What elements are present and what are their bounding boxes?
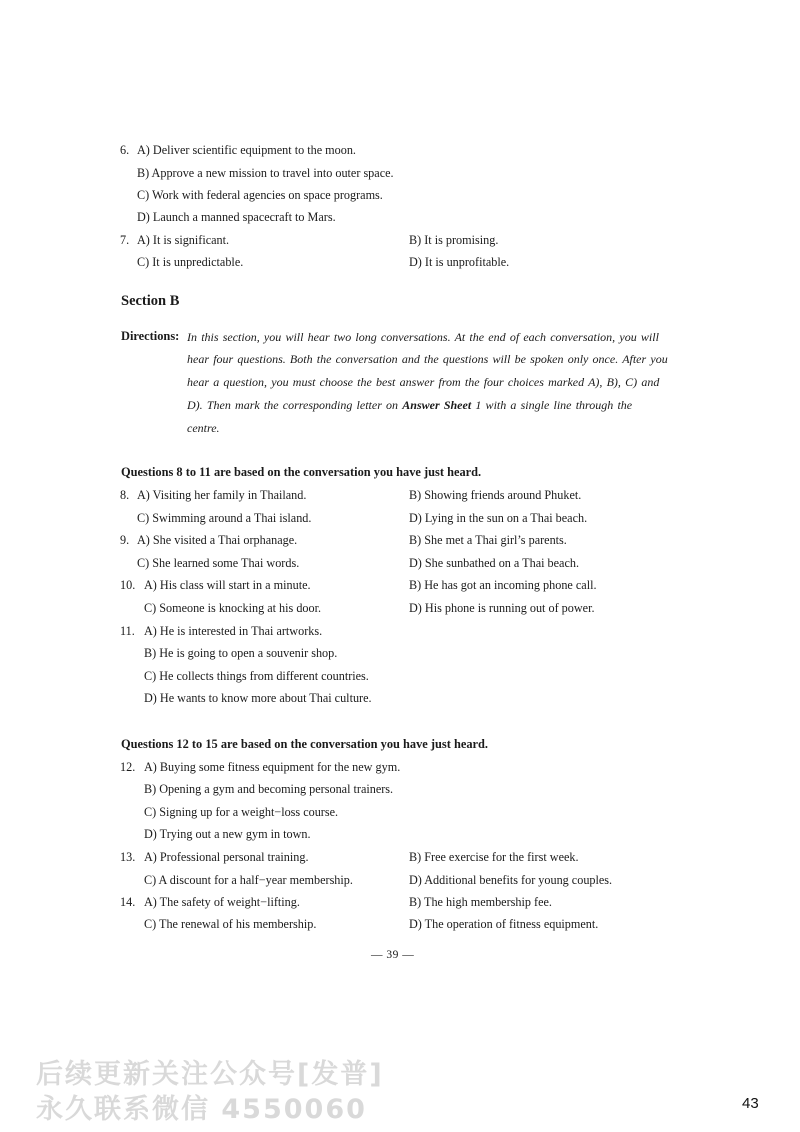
question-group-heading: Questions 8 to 11 are based on the conversation you have just heard. [121, 465, 482, 479]
option-b: B) Approve a new mission to travel into outer space. [137, 166, 394, 180]
section-title: Section B [121, 293, 180, 309]
option-d: D) He wants to know more about Thai culture. [144, 691, 372, 705]
option-c: C) Someone is knocking at his door. [144, 601, 322, 615]
option-a: A) Buying some fitness equipment for the new gym. [144, 760, 401, 774]
option-b: B) Showing friends around Phuket. [409, 488, 582, 502]
option-d: D) The operation of fitness equipment. [409, 917, 599, 931]
option-a: A) His class will start in a minute. [144, 578, 311, 592]
option-b: B) He is going to open a souvenir shop. [144, 646, 338, 660]
directions-line: In this section, you will hear two long conversations. At the end of each conversation, you will [187, 330, 659, 344]
question-number: 10. [120, 578, 136, 592]
option-c: C) The renewal of his membership. [144, 917, 317, 931]
directions-line: centre. [187, 421, 220, 435]
watermark-line: 永久联系微信 4550060 [36, 1094, 367, 1125]
option-a: A) He is interested in Thai artworks. [144, 624, 323, 638]
question-number: 14. [120, 895, 136, 909]
option-d: D) She sunbathed on a Thai beach. [409, 556, 580, 570]
question-number: 12. [120, 760, 136, 774]
option-d: D) His phone is running out of power. [409, 601, 595, 615]
option-b: B) It is promising. [409, 233, 499, 247]
question-number: 11. [120, 624, 135, 638]
question-number: 6. [120, 143, 130, 157]
option-d: D) Additional benefits for young couples. [409, 873, 613, 887]
watermark-line: 后续更新关注公众号[发普] [36, 1059, 384, 1090]
option-a: A) It is significant. [137, 233, 230, 247]
option-d: D) Launch a manned spacecraft to Mars. [137, 210, 336, 224]
option-c: C) She learned some Thai words. [137, 556, 300, 570]
option-c: C) A discount for a half−year membership. [144, 873, 353, 887]
option-a: A) Professional personal training. [144, 850, 309, 864]
page-number: — 39 — [371, 949, 415, 961]
option-a: A) The safety of weight−lifting. [144, 895, 300, 909]
option-d: D) It is unprofitable. [409, 255, 510, 269]
option-a: A) She visited a Thai orphanage. [137, 533, 298, 547]
answer-sheet-emphasis: Answer Sheet [402, 398, 472, 412]
directions-line: D). Then mark the corresponding letter on Answer Sheet 1 with a single line through the [187, 398, 633, 412]
option-c: C) Swimming around a Thai island. [137, 511, 312, 525]
option-d: D) Trying out a new gym in town. [144, 827, 311, 841]
question-number: 7. [120, 233, 130, 247]
option-c: C) It is unpredictable. [137, 255, 244, 269]
question-number: 13. [120, 850, 136, 864]
option-b: B) Free exercise for the first week. [409, 850, 579, 864]
question-number: 9. [120, 533, 130, 547]
option-a: A) Visiting her family in Thailand. [137, 488, 307, 502]
corner-page-number: 43 [742, 1095, 759, 1112]
option-b: B) He has got an incoming phone call. [409, 578, 597, 592]
option-a: A) Deliver scientific equipment to the moon. [137, 143, 356, 157]
option-c: C) He collects things from different countries. [144, 669, 369, 683]
option-c: C) Work with federal agencies on space programs. [137, 188, 383, 202]
option-d: D) Lying in the sun on a Thai beach. [409, 511, 588, 525]
option-b: B) She met a Thai girl’s parents. [409, 533, 567, 547]
directions-label: Directions: [121, 329, 180, 343]
option-b: B) Opening a gym and becoming personal trainers. [144, 782, 394, 796]
directions-line: hear four questions. Both the conversation and the questions will be spoken only once. After you [187, 352, 668, 366]
option-b: B) The high membership fee. [409, 895, 552, 909]
directions-line: hear a question, you must choose the best answer from the four choices marked A), B), C) and [187, 375, 660, 389]
option-c: C) Signing up for a weight−loss course. [144, 805, 339, 819]
question-number: 8. [120, 488, 130, 502]
question-group-heading: Questions 12 to 15 are based on the conversation you have just heard. [121, 737, 489, 751]
